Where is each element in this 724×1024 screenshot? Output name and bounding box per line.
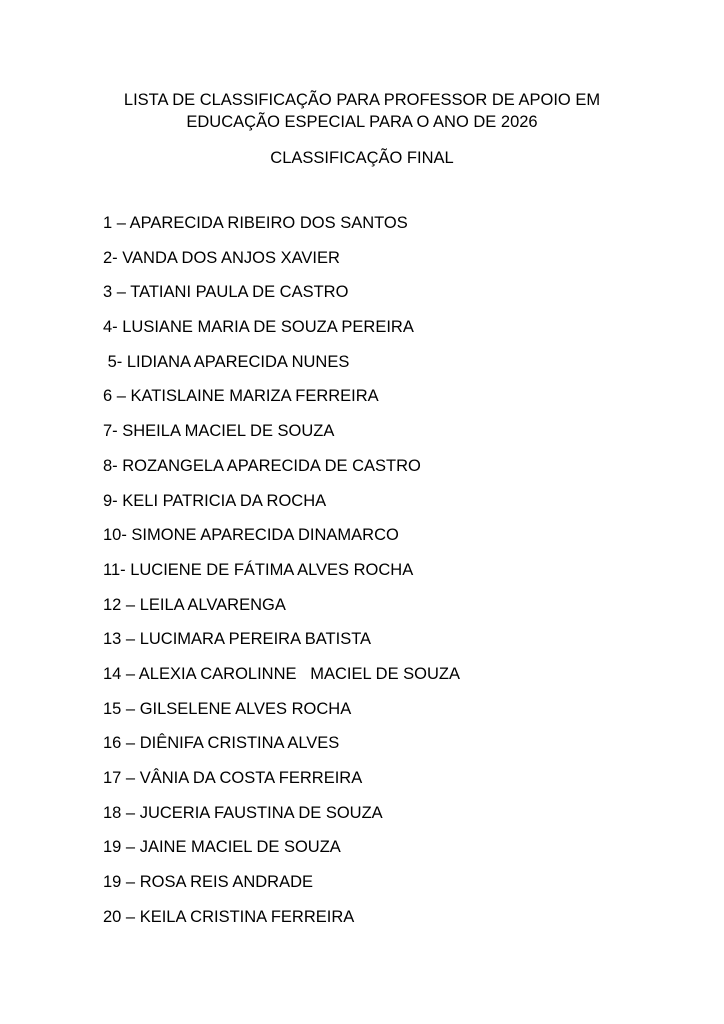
list-item: 14 – ALEXIA CAROLINNE MACIEL DE SOUZA — [103, 664, 461, 683]
list-item: 1 – APARECIDA RIBEIRO DOS SANTOS — [103, 214, 408, 232]
list-item: 12 – LEILA ALVARENGA — [103, 595, 286, 614]
list-item: 18 – JUCERIA FAUSTINA DE SOUZA — [103, 803, 383, 822]
list-item: 16 – DIÊNIFA CRISTINA ALVES — [103, 734, 340, 753]
list-item: 9- KELI PATRICIA DA ROCHA — [103, 491, 327, 510]
title-block — [0, 89, 724, 169]
list-item: 17 – VÂNIA DA COSTA FERREIRA — [103, 769, 363, 787]
list-item: 5- LIDIANA APARECIDA NUNES — [103, 352, 350, 371]
list-item: 7- SHEILA MACIEL DE SOUZA — [103, 422, 335, 441]
list-item: 10- SIMONE APARECIDA DINAMARCO — [103, 526, 399, 545]
list-item: 19 – ROSA REIS ANDRADE — [103, 873, 313, 892]
list-item: 19 – JAINE MACIEL DE SOUZA — [103, 838, 341, 857]
list-item: 6 – KATISLAINE MARIZA FERREIRA — [103, 387, 379, 406]
list-item: 11- LUCIENE DE FÁTIMA ALVES ROCHA — [103, 560, 414, 579]
document-subtitle: CLASSIFICAÇÃO FINAL — [270, 149, 454, 167]
list-item: 3 – TATIANI PAULA DE CASTRO — [103, 283, 349, 302]
list-item: 15 – GILSELENE ALVES ROCHA — [103, 699, 352, 718]
document-title-line-2: EDUCAÇÃO ESPECIAL PARA O ANO DE 2026 — [186, 113, 538, 131]
document-title-line-1: LISTA DE CLASSIFICAÇÃO PARA PROFESSOR DE APOIO EM — [123, 91, 601, 109]
list-item: 13 – LUCIMARA PEREIRA BATISTA — [103, 630, 372, 649]
classification-list — [103, 212, 460, 940]
list-item: 20 – KEILA CRISTINA FERREIRA — [103, 907, 355, 926]
list-item: 4- LUSIANE MARIA DE SOUZA PEREIRA — [103, 318, 414, 337]
list-item: 8- ROZANGELA APARECIDA DE CASTRO — [103, 456, 421, 475]
list-item: 2- VANDA DOS ANJOS XAVIER — [103, 248, 340, 267]
